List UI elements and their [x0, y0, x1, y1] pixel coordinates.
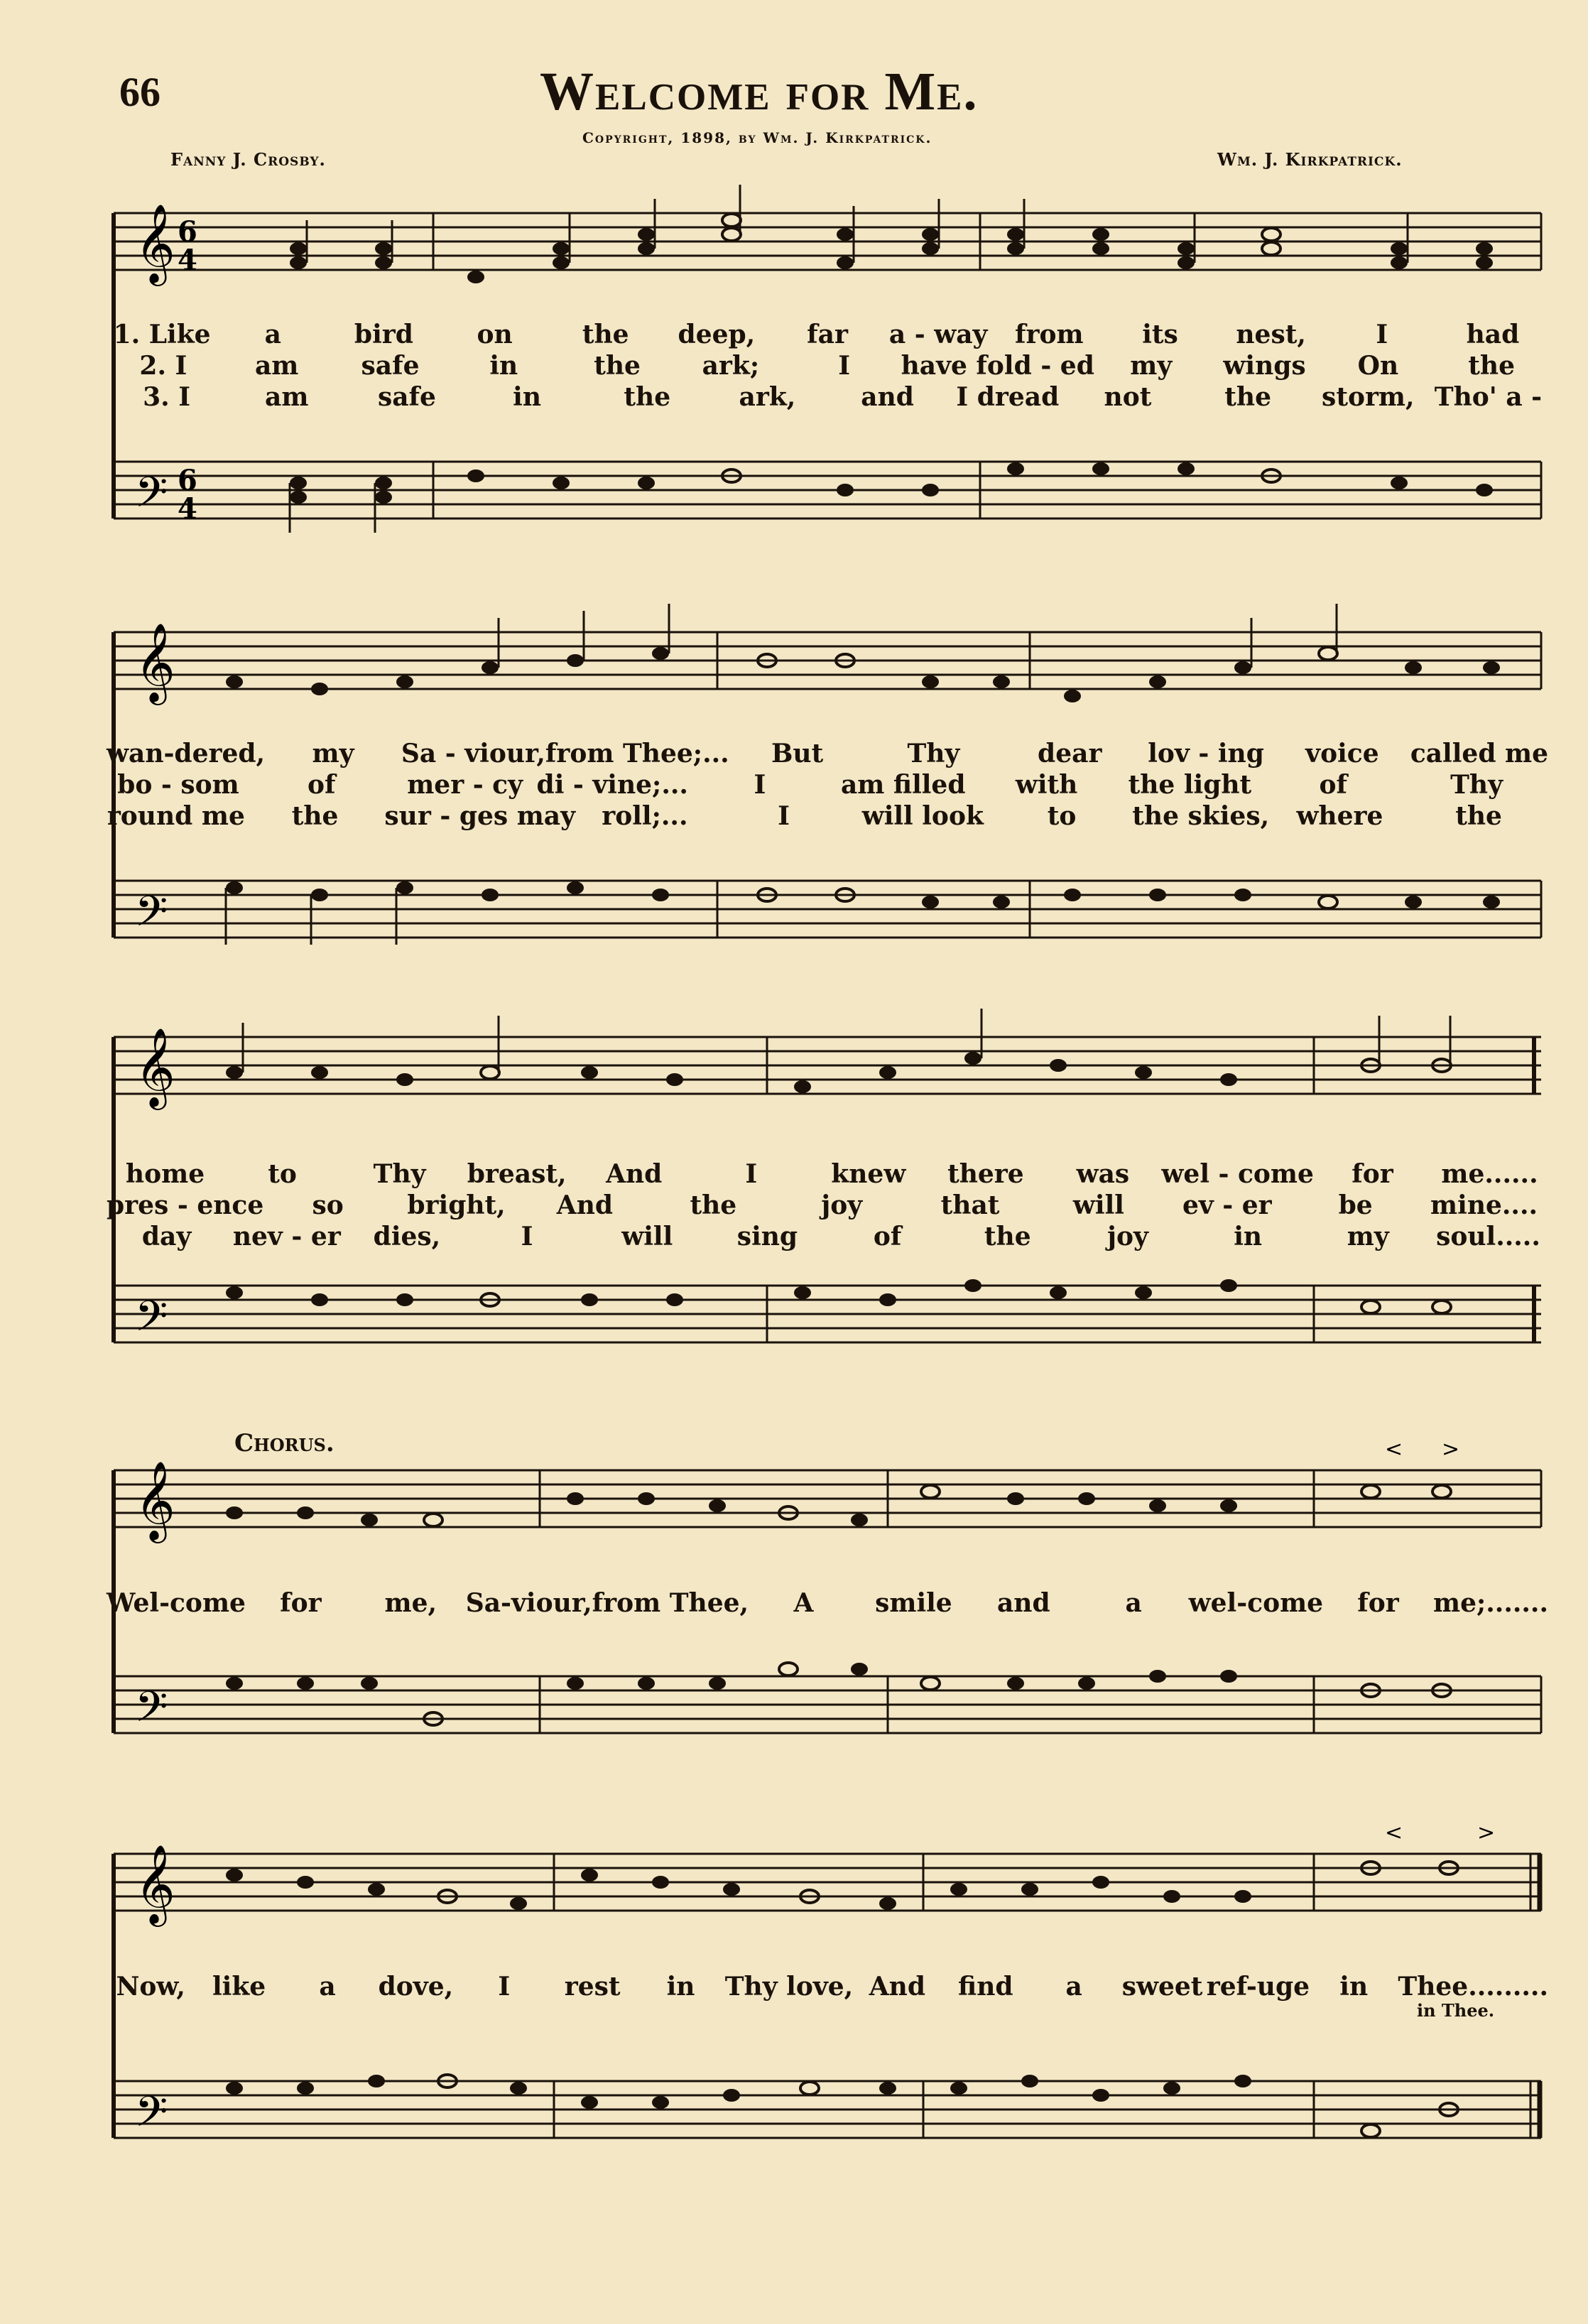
verse-1-line-2: wan-dered, my Sa - viour, from Thee;... But Thy dear lov - ing voice called me: [107, 739, 1549, 769]
svg-text:<: <: [1385, 1820, 1403, 1845]
verse-3-line-1: 3. I am safe in the ark, and I dread not the storm, Tho' a -: [143, 382, 1543, 412]
svg-text:𝄢: 𝄢: [135, 2087, 168, 2146]
svg-text:𝄞: 𝄞: [135, 1460, 175, 1540]
time-sig-top: 6: [178, 215, 197, 249]
verse-1-line-3: home to Thy breast, And I knew there was wel - come for me......: [125, 1159, 1538, 1189]
copyright-line: Copyright, 1898, by Wm. J. Kirkpatrick.: [582, 129, 932, 146]
echo-lyric: in Thee.: [1417, 2000, 1495, 2021]
svg-text:𝄢: 𝄢: [135, 1291, 168, 1351]
verse-2-line-3: pres - ence so bright, And the joy that will ev - er be mine....: [107, 1190, 1538, 1220]
verse-1-line-1: 1. Like a bird on the deep, far a - way from its nest, I had: [113, 320, 1520, 349]
svg-text:>: >: [1477, 1820, 1496, 1845]
svg-text:𝄢: 𝄢: [135, 886, 168, 946]
composer-credit: Wm. J. Kirkpatrick.: [1217, 149, 1403, 170]
verse-3-line-3: day nev - er dies, I will sing of the joy in my soul.....: [141, 1222, 1540, 1251]
staff-pair-5: [107, 1820, 1548, 2195]
time-sig-bottom: 4: [178, 244, 197, 277]
chorus-line-1: Wel-come for me, Sa-viour, from Thee, A smile and a wel-come for me;.......: [107, 1588, 1549, 1618]
svg-text:𝄞: 𝄞: [135, 1844, 175, 1923]
verse-2-line-2: bo - som of mer - cy di - vine;... I am filled with the light of Thy: [117, 770, 1503, 800]
verse-2-line-1: 2. I am safe in the ark; I have fold - ed my wings On the: [139, 351, 1516, 381]
svg-text:𝄞: 𝄞: [135, 1027, 175, 1107]
svg-text:<: <: [1385, 1437, 1403, 1462]
verse-3-line-2: round me the sur - ges may roll;... I will look to the skies, where the: [107, 801, 1502, 831]
chorus-line-2: Now, like a dove, I rest in Thy love, And find a sweet ref-uge in Thee.........: [116, 1972, 1548, 2002]
svg-text:𝄞: 𝄞: [135, 203, 175, 283]
lyricist-credit: Fanny J. Crosby.: [170, 149, 326, 170]
chorus-label: Chorus.: [234, 1429, 335, 1457]
svg-text:𝄢: 𝄢: [135, 1682, 168, 1742]
svg-text:6: 6: [178, 464, 197, 497]
svg-text:4: 4: [178, 492, 197, 526]
page-number: 66: [119, 69, 161, 115]
hymn-title: Welcome for Me.: [540, 62, 979, 121]
svg-text:>: >: [1442, 1437, 1460, 1462]
svg-text:𝄢: 𝄢: [135, 467, 168, 527]
svg-text:𝄞: 𝄞: [135, 622, 175, 702]
music-system-5: [107, 1820, 1548, 2195]
